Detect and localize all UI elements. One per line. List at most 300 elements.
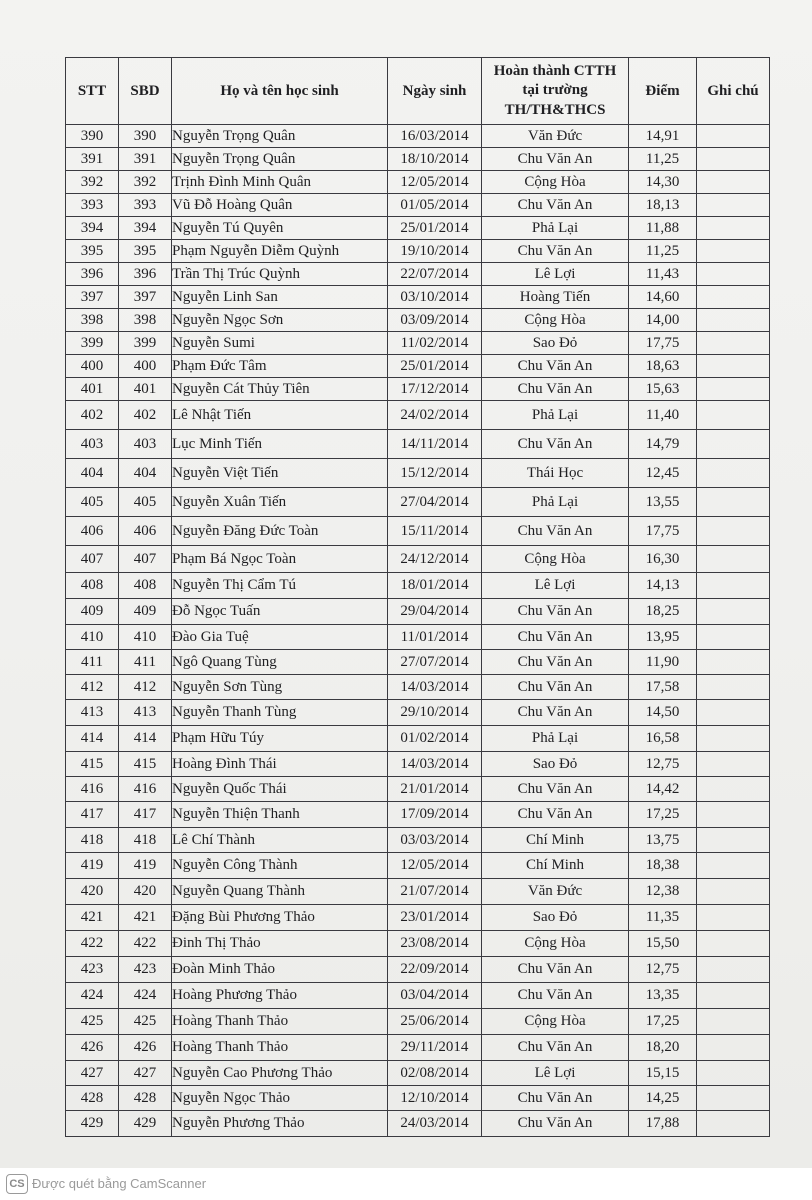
cell-stt: 429 xyxy=(66,1111,119,1137)
cell-sbd: 399 xyxy=(119,332,172,355)
cell-note xyxy=(697,905,770,931)
cell-score: 13,55 xyxy=(629,488,697,517)
cell-school: Phả Lại xyxy=(482,401,629,430)
cell-school: Cộng Hòa xyxy=(482,546,629,573)
cell-stt: 402 xyxy=(66,401,119,430)
cell-note xyxy=(697,983,770,1009)
cell-dob: 21/01/2014 xyxy=(388,777,482,802)
cell-stt: 394 xyxy=(66,217,119,240)
table-row xyxy=(66,263,770,286)
cell-school: Lê Lợi xyxy=(482,1061,629,1086)
cell-sbd: 422 xyxy=(119,931,172,957)
cell-score: 17,25 xyxy=(629,1009,697,1035)
cell-name: Nguyễn Việt Tiến xyxy=(172,459,388,488)
cell-stt: 413 xyxy=(66,700,119,726)
cell-dob: 11/02/2014 xyxy=(388,332,482,355)
cell-note xyxy=(697,378,770,401)
cell-score: 14,00 xyxy=(629,309,697,332)
cell-stt: 411 xyxy=(66,650,119,675)
cell-sbd: 394 xyxy=(119,217,172,240)
table-row xyxy=(66,148,770,171)
cell-name: Nguyễn Quốc Thái xyxy=(172,777,388,802)
cell-stt: 408 xyxy=(66,573,119,599)
cell-name: Nguyễn Ngọc Thảo xyxy=(172,1086,388,1111)
cell-school: Cộng Hòa xyxy=(482,931,629,957)
scanner-watermark-text: Được quét bằng CamScanner xyxy=(32,1176,207,1191)
cell-sbd: 413 xyxy=(119,700,172,726)
cell-note xyxy=(697,675,770,700)
cell-dob: 24/03/2014 xyxy=(388,1111,482,1137)
cell-stt: 427 xyxy=(66,1061,119,1086)
cell-score: 11,25 xyxy=(629,148,697,171)
cell-stt: 409 xyxy=(66,599,119,625)
cell-stt: 419 xyxy=(66,853,119,879)
cell-school: Chu Văn An xyxy=(482,983,629,1009)
table-row xyxy=(66,700,770,726)
cell-dob: 21/07/2014 xyxy=(388,879,482,905)
cell-dob: 25/01/2014 xyxy=(388,217,482,240)
cell-school: Phả Lại xyxy=(482,488,629,517)
header-dob: Ngày sinh xyxy=(388,58,482,125)
cell-dob: 11/01/2014 xyxy=(388,625,482,650)
cell-name: Nguyễn Cát Thủy Tiên xyxy=(172,378,388,401)
cell-school: Chu Văn An xyxy=(482,700,629,726)
table-row xyxy=(66,879,770,905)
table-row xyxy=(66,125,770,148)
header-stt: STT xyxy=(66,58,119,125)
cell-dob: 14/03/2014 xyxy=(388,675,482,700)
cell-note xyxy=(697,802,770,828)
cell-school: Cộng Hòa xyxy=(482,171,629,194)
cell-score: 11,35 xyxy=(629,905,697,931)
table-row xyxy=(66,1009,770,1035)
cell-note xyxy=(697,171,770,194)
cell-school: Phả Lại xyxy=(482,726,629,752)
cell-sbd: 428 xyxy=(119,1086,172,1111)
cell-note xyxy=(697,332,770,355)
cell-sbd: 404 xyxy=(119,459,172,488)
cell-school: Chu Văn An xyxy=(482,148,629,171)
cell-name: Trần Thị Trúc Quỳnh xyxy=(172,263,388,286)
cell-name: Nguyễn Trọng Quân xyxy=(172,125,388,148)
cell-name: Đỗ Ngọc Tuấn xyxy=(172,599,388,625)
cell-school: Sao Đỏ xyxy=(482,332,629,355)
cell-sbd: 427 xyxy=(119,1061,172,1086)
cell-school: Chu Văn An xyxy=(482,599,629,625)
cell-note xyxy=(697,1111,770,1137)
cell-stt: 421 xyxy=(66,905,119,931)
table-row xyxy=(66,1111,770,1137)
table-row xyxy=(66,517,770,546)
cell-school: Văn Đức xyxy=(482,125,629,148)
table-row xyxy=(66,1086,770,1111)
cell-sbd: 429 xyxy=(119,1111,172,1137)
cell-dob: 12/05/2014 xyxy=(388,853,482,879)
cell-note xyxy=(697,488,770,517)
cell-stt: 407 xyxy=(66,546,119,573)
cell-sbd: 406 xyxy=(119,517,172,546)
cell-score: 17,58 xyxy=(629,675,697,700)
cell-sbd: 423 xyxy=(119,957,172,983)
cell-score: 11,43 xyxy=(629,263,697,286)
cell-name: Nguyễn Thiện Thanh xyxy=(172,802,388,828)
cell-note xyxy=(697,777,770,802)
cell-sbd: 426 xyxy=(119,1035,172,1061)
cell-sbd: 420 xyxy=(119,879,172,905)
cell-note xyxy=(697,650,770,675)
table-row xyxy=(66,401,770,430)
cell-sbd: 390 xyxy=(119,125,172,148)
cell-sbd: 421 xyxy=(119,905,172,931)
cell-note xyxy=(697,957,770,983)
cell-score: 14,50 xyxy=(629,700,697,726)
cell-dob: 25/06/2014 xyxy=(388,1009,482,1035)
cell-score: 14,13 xyxy=(629,573,697,599)
cell-note xyxy=(697,828,770,853)
cell-note xyxy=(697,1035,770,1061)
cell-name: Nguyễn Phương Thảo xyxy=(172,1111,388,1137)
cell-name: Hoàng Đình Thái xyxy=(172,752,388,777)
cell-sbd: 393 xyxy=(119,194,172,217)
cell-score: 17,75 xyxy=(629,332,697,355)
cell-school: Chu Văn An xyxy=(482,194,629,217)
cell-dob: 12/05/2014 xyxy=(388,171,482,194)
cell-dob: 17/12/2014 xyxy=(388,378,482,401)
cell-sbd: 417 xyxy=(119,802,172,828)
cell-name: Hoàng Thanh Thảo xyxy=(172,1035,388,1061)
cell-school: Chu Văn An xyxy=(482,675,629,700)
cell-name: Nguyễn Sumi xyxy=(172,332,388,355)
table-row xyxy=(66,217,770,240)
cell-school: Chu Văn An xyxy=(482,777,629,802)
table-row xyxy=(66,625,770,650)
table-row xyxy=(66,332,770,355)
cell-score: 16,58 xyxy=(629,726,697,752)
cell-sbd: 419 xyxy=(119,853,172,879)
cell-dob: 14/11/2014 xyxy=(388,430,482,459)
header-note: Ghi chú xyxy=(697,58,770,125)
camscanner-logo-icon: CS xyxy=(6,1174,28,1194)
scanner-footer xyxy=(0,1168,812,1200)
cell-note xyxy=(697,459,770,488)
cell-school: Thái Học xyxy=(482,459,629,488)
cell-note xyxy=(697,1086,770,1111)
cell-note xyxy=(697,546,770,573)
cell-score: 18,38 xyxy=(629,853,697,879)
cell-name: Phạm Nguyễn Diễm Quỳnh xyxy=(172,240,388,263)
table-row xyxy=(66,459,770,488)
cell-sbd: 411 xyxy=(119,650,172,675)
cell-school: Sao Đỏ xyxy=(482,905,629,931)
cell-dob: 24/02/2014 xyxy=(388,401,482,430)
cell-dob: 24/12/2014 xyxy=(388,546,482,573)
cell-name: Đinh Thị Thảo xyxy=(172,931,388,957)
table-row xyxy=(66,355,770,378)
cell-name: Nguyễn Công Thành xyxy=(172,853,388,879)
cell-sbd: 410 xyxy=(119,625,172,650)
cell-note xyxy=(697,517,770,546)
cell-score: 13,95 xyxy=(629,625,697,650)
header-school xyxy=(482,58,629,125)
cell-dob: 12/10/2014 xyxy=(388,1086,482,1111)
table-row xyxy=(66,171,770,194)
table-row xyxy=(66,802,770,828)
table-row xyxy=(66,853,770,879)
cell-score: 16,30 xyxy=(629,546,697,573)
cell-note xyxy=(697,726,770,752)
cell-name: Ngô Quang Tùng xyxy=(172,650,388,675)
cell-note xyxy=(697,1061,770,1086)
table-row xyxy=(66,752,770,777)
cell-name: Trịnh Đình Minh Quân xyxy=(172,171,388,194)
cell-dob: 29/10/2014 xyxy=(388,700,482,726)
cell-school: Cộng Hòa xyxy=(482,1009,629,1035)
cell-dob: 18/10/2014 xyxy=(388,148,482,171)
cell-sbd: 425 xyxy=(119,1009,172,1035)
cell-sbd: 398 xyxy=(119,309,172,332)
cell-dob: 23/08/2014 xyxy=(388,931,482,957)
cell-stt: 416 xyxy=(66,777,119,802)
cell-name: Nguyễn Quang Thành xyxy=(172,879,388,905)
cell-score: 14,79 xyxy=(629,430,697,459)
cell-school: Lê Lợi xyxy=(482,573,629,599)
cell-score: 11,40 xyxy=(629,401,697,430)
cell-sbd: 396 xyxy=(119,263,172,286)
cell-note xyxy=(697,573,770,599)
cell-stt: 404 xyxy=(66,459,119,488)
cell-dob: 03/10/2014 xyxy=(388,286,482,309)
cell-score: 11,88 xyxy=(629,217,697,240)
cell-school: Văn Đức xyxy=(482,879,629,905)
cell-school: Chu Văn An xyxy=(482,517,629,546)
cell-name: Đoàn Minh Thảo xyxy=(172,957,388,983)
cell-score: 13,35 xyxy=(629,983,697,1009)
cell-note xyxy=(697,148,770,171)
table-row xyxy=(66,650,770,675)
cell-sbd: 397 xyxy=(119,286,172,309)
cell-stt: 391 xyxy=(66,148,119,171)
cell-sbd: 405 xyxy=(119,488,172,517)
cell-stt: 399 xyxy=(66,332,119,355)
cell-name: Lục Minh Tiến xyxy=(172,430,388,459)
cell-name: Nguyễn Tú Quyên xyxy=(172,217,388,240)
cell-name: Nguyễn Linh San xyxy=(172,286,388,309)
cell-name: Lê Chí Thành xyxy=(172,828,388,853)
cell-stt: 412 xyxy=(66,675,119,700)
cell-name: Nguyễn Sơn Tùng xyxy=(172,675,388,700)
cell-dob: 19/10/2014 xyxy=(388,240,482,263)
header-school-line1: Hoàn thành CTTH xyxy=(493,62,617,79)
cell-note xyxy=(697,401,770,430)
cell-sbd: 402 xyxy=(119,401,172,430)
cell-score: 17,25 xyxy=(629,802,697,828)
cell-stt: 422 xyxy=(66,931,119,957)
cell-note xyxy=(697,430,770,459)
cell-sbd: 395 xyxy=(119,240,172,263)
table-row xyxy=(66,1035,770,1061)
table-row xyxy=(66,309,770,332)
table-header-row xyxy=(66,58,770,125)
cell-note xyxy=(697,1009,770,1035)
cell-name: Lê Nhật Tiến xyxy=(172,401,388,430)
cell-dob: 17/09/2014 xyxy=(388,802,482,828)
cell-dob: 29/04/2014 xyxy=(388,599,482,625)
cell-stt: 390 xyxy=(66,125,119,148)
cell-sbd: 408 xyxy=(119,573,172,599)
cell-score: 14,25 xyxy=(629,1086,697,1111)
cell-sbd: 412 xyxy=(119,675,172,700)
cell-score: 11,25 xyxy=(629,240,697,263)
cell-score: 18,13 xyxy=(629,194,697,217)
table-row xyxy=(66,194,770,217)
cell-stt: 410 xyxy=(66,625,119,650)
cell-stt: 425 xyxy=(66,1009,119,1035)
cell-sbd: 403 xyxy=(119,430,172,459)
cell-note xyxy=(697,355,770,378)
cell-school: Chu Văn An xyxy=(482,802,629,828)
table-row xyxy=(66,957,770,983)
cell-dob: 02/08/2014 xyxy=(388,1061,482,1086)
cell-school: Chu Văn An xyxy=(482,1111,629,1137)
cell-name: Phạm Hữu Túy xyxy=(172,726,388,752)
cell-sbd: 392 xyxy=(119,171,172,194)
table-row xyxy=(66,675,770,700)
cell-school: Chí Minh xyxy=(482,853,629,879)
cell-school: Chu Văn An xyxy=(482,625,629,650)
cell-score: 14,60 xyxy=(629,286,697,309)
cell-note xyxy=(697,931,770,957)
table-row xyxy=(66,430,770,459)
cell-stt: 405 xyxy=(66,488,119,517)
cell-note xyxy=(697,263,770,286)
table-row xyxy=(66,378,770,401)
table-row xyxy=(66,777,770,802)
cell-name: Hoàng Phương Thảo xyxy=(172,983,388,1009)
table-row xyxy=(66,286,770,309)
cell-sbd: 407 xyxy=(119,546,172,573)
cell-score: 12,45 xyxy=(629,459,697,488)
cell-note xyxy=(697,700,770,726)
header-name: Họ và tên học sinh xyxy=(172,58,388,125)
cell-stt: 415 xyxy=(66,752,119,777)
cell-score: 18,63 xyxy=(629,355,697,378)
cell-dob: 25/01/2014 xyxy=(388,355,482,378)
cell-score: 18,25 xyxy=(629,599,697,625)
cell-score: 17,75 xyxy=(629,517,697,546)
cell-sbd: 401 xyxy=(119,378,172,401)
cell-school: Chu Văn An xyxy=(482,430,629,459)
student-score-table xyxy=(65,57,770,1137)
cell-name: Nguyễn Thị Cẩm Tú xyxy=(172,573,388,599)
cell-stt: 392 xyxy=(66,171,119,194)
header-school-line2: tại trường xyxy=(522,82,588,99)
cell-name: Nguyễn Trọng Quân xyxy=(172,148,388,171)
cell-note xyxy=(697,752,770,777)
cell-sbd: 418 xyxy=(119,828,172,853)
cell-dob: 27/07/2014 xyxy=(388,650,482,675)
cell-name: Phạm Đức Tâm xyxy=(172,355,388,378)
cell-stt: 414 xyxy=(66,726,119,752)
cell-note xyxy=(697,240,770,263)
table-row xyxy=(66,828,770,853)
cell-school: Chí Minh xyxy=(482,828,629,853)
header-school-line3: TH/TH&THCS xyxy=(504,101,606,118)
cell-name: Đặng Bùi Phương Thảo xyxy=(172,905,388,931)
table-row xyxy=(66,599,770,625)
table-row xyxy=(66,726,770,752)
table-body xyxy=(66,125,770,1137)
cell-dob: 01/05/2014 xyxy=(388,194,482,217)
header-sbd: SBD xyxy=(119,58,172,125)
cell-dob: 27/04/2014 xyxy=(388,488,482,517)
cell-school: Chu Văn An xyxy=(482,355,629,378)
cell-dob: 16/03/2014 xyxy=(388,125,482,148)
cell-dob: 29/11/2014 xyxy=(388,1035,482,1061)
cell-name: Đào Gia Tuệ xyxy=(172,625,388,650)
cell-name: Phạm Bá Ngọc Toàn xyxy=(172,546,388,573)
cell-score: 15,63 xyxy=(629,378,697,401)
cell-stt: 403 xyxy=(66,430,119,459)
cell-score: 14,42 xyxy=(629,777,697,802)
cell-dob: 18/01/2014 xyxy=(388,573,482,599)
cell-note xyxy=(697,625,770,650)
cell-note xyxy=(697,125,770,148)
cell-name: Nguyễn Cao Phương Thảo xyxy=(172,1061,388,1086)
cell-dob: 23/01/2014 xyxy=(388,905,482,931)
table-row xyxy=(66,931,770,957)
cell-school: Chu Văn An xyxy=(482,957,629,983)
cell-school: Chu Văn An xyxy=(482,378,629,401)
cell-dob: 14/03/2014 xyxy=(388,752,482,777)
cell-note xyxy=(697,194,770,217)
cell-name: Nguyễn Xuân Tiến xyxy=(172,488,388,517)
cell-school: Chu Văn An xyxy=(482,1035,629,1061)
header-score: Điểm xyxy=(629,58,697,125)
cell-sbd: 416 xyxy=(119,777,172,802)
cell-stt: 398 xyxy=(66,309,119,332)
cell-sbd: 400 xyxy=(119,355,172,378)
cell-stt: 418 xyxy=(66,828,119,853)
table-row xyxy=(66,546,770,573)
cell-score: 12,75 xyxy=(629,957,697,983)
cell-dob: 22/07/2014 xyxy=(388,263,482,286)
cell-sbd: 415 xyxy=(119,752,172,777)
cell-name: Hoàng Thanh Thảo xyxy=(172,1009,388,1035)
cell-stt: 400 xyxy=(66,355,119,378)
cell-dob: 15/11/2014 xyxy=(388,517,482,546)
cell-sbd: 424 xyxy=(119,983,172,1009)
cell-note xyxy=(697,217,770,240)
cell-score: 13,75 xyxy=(629,828,697,853)
cell-note xyxy=(697,309,770,332)
table-row xyxy=(66,240,770,263)
cell-note xyxy=(697,286,770,309)
cell-score: 14,91 xyxy=(629,125,697,148)
cell-score: 12,38 xyxy=(629,879,697,905)
cell-school: Chu Văn An xyxy=(482,240,629,263)
cell-stt: 426 xyxy=(66,1035,119,1061)
cell-name: Nguyễn Thanh Tùng xyxy=(172,700,388,726)
cell-stt: 424 xyxy=(66,983,119,1009)
cell-score: 15,50 xyxy=(629,931,697,957)
cell-score: 14,30 xyxy=(629,171,697,194)
table-row xyxy=(66,1061,770,1086)
table-row xyxy=(66,573,770,599)
cell-stt: 406 xyxy=(66,517,119,546)
cell-school: Cộng Hòa xyxy=(482,309,629,332)
cell-sbd: 409 xyxy=(119,599,172,625)
cell-stt: 397 xyxy=(66,286,119,309)
